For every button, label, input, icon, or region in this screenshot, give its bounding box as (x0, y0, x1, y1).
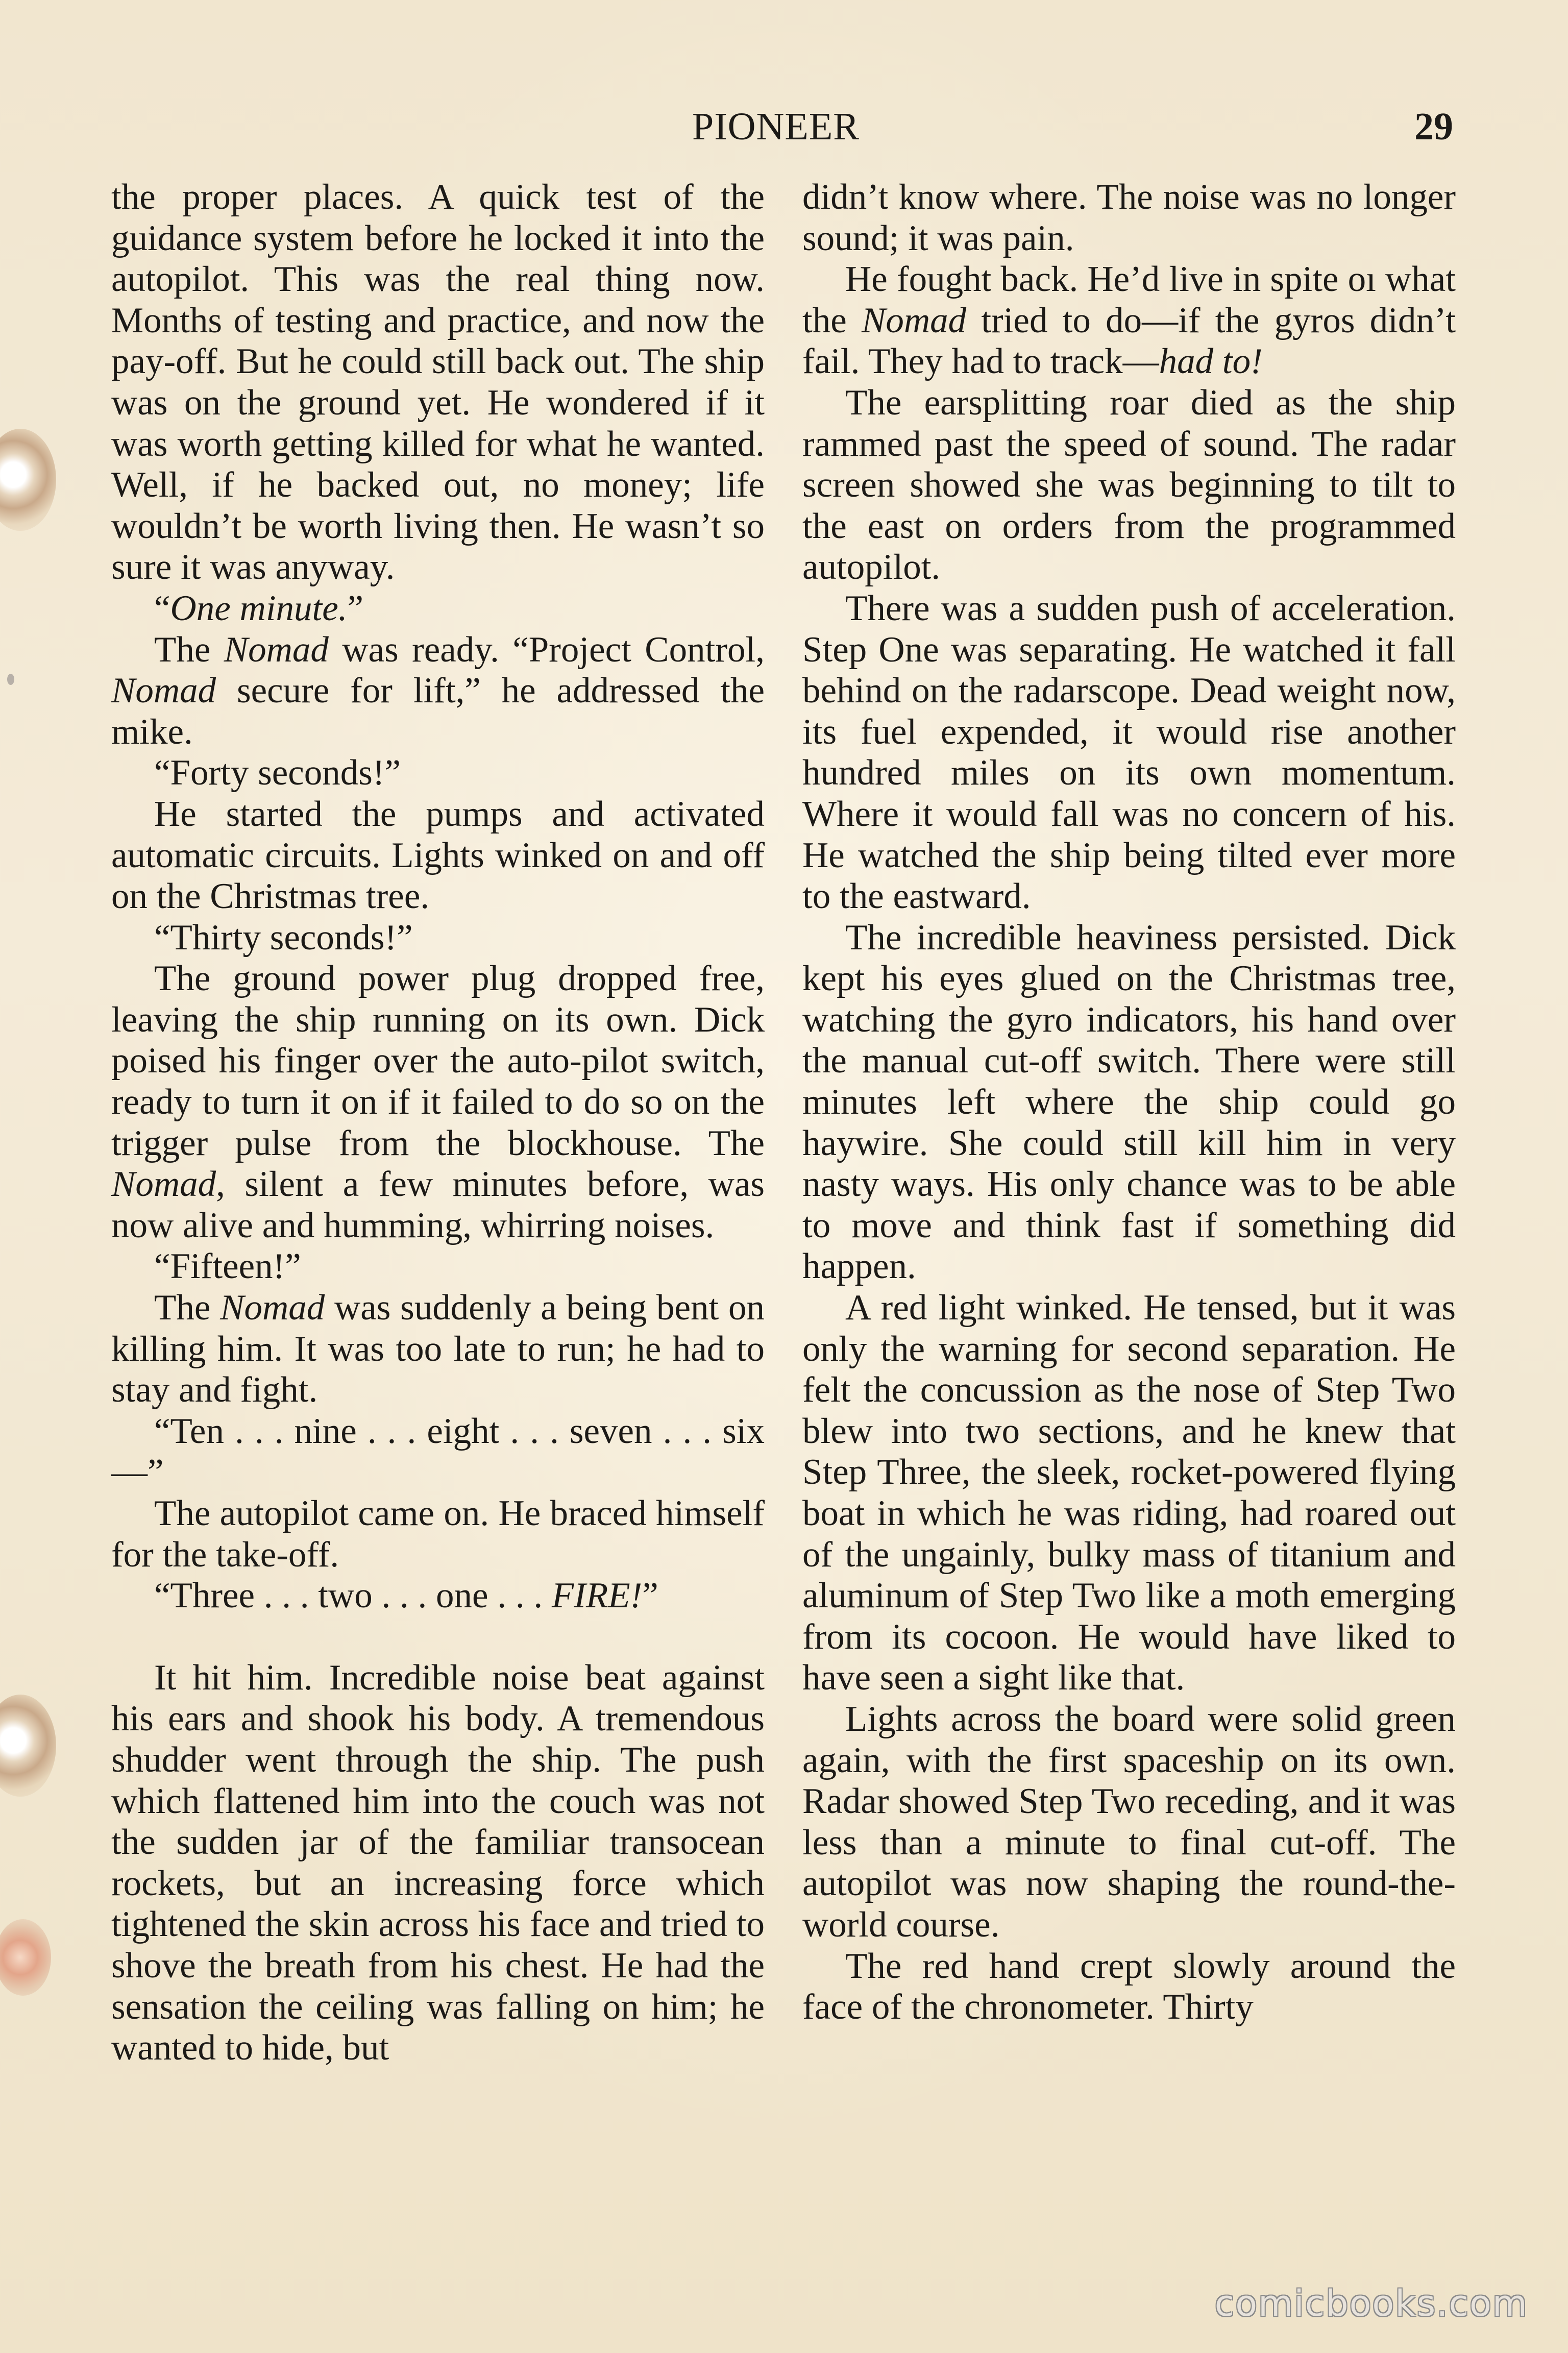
paragraph: “Thirty seconds!” (154, 917, 413, 958)
site-watermark: comicbooks.com (1214, 2283, 1528, 2324)
page-damage-spot (0, 1695, 56, 1797)
right-text-column (802, 177, 1456, 2028)
paragraph: The red hand crept slowly around the face of the chronometer. Thirty (802, 1946, 1456, 2027)
paragraph: didn’t know where. The noise was no longer sound; it was pain. (802, 177, 1456, 258)
paragraph: “Forty seconds!” (154, 753, 401, 793)
paragraph: A red light winked. He tensed, but it was only the warning for second separation. He felt the concussion as the nose of Step Two blew into two sections, and he knew that Step Three, the sleek, rocket-powered flying boat in which he was riding, had roared out of the ungainly, bulky mass of titanium and aluminum of Step Two like a moth emerging from its cocoon. He would have liked to have seen a sight like that. (802, 1288, 1456, 1698)
paragraph: There was a sudden push of acceleration. Step One was separating. He watched it fall behind on the radarscope. Dead weight now, its fuel expended, it would rise another hundred miles on its own momentum. Where it would fall was no concern of his. He watched the ship being tilted ever more to the eastward. (802, 588, 1456, 917)
paragraph: “Three . . . two . . . one . . . FIRE!” (154, 1576, 658, 1616)
paragraph: The earsplitting roar died as the ship rammed past the speed of sound. The radar screen showed she was beginning to tilt to the east on orders from the programmed autopilot. (802, 382, 1456, 587)
paragraph: the proper places. A quick test of the guidance system before he locked it into the autopilot. This was the real thing now. Months of testing and practice, and now the pay-off. But he could still back out. The ship was on the ground yet. He wondered if it was worth getting killed for what he wanted. Well, if he backed out, no money; life wouldn’t be worth living then. He wasn’t so sure it was anyway. (111, 177, 765, 587)
paragraph: “Ten . . . nine . . . eight . . . seven . . . six—” (111, 1411, 765, 1492)
paragraph: Lights across the board were solid green again, with the first spaceship on its own. Radar showed Step Two receding, and it was less than a minute to final cut-off. The autopilot was now shaping the round-the-world course. (802, 1699, 1456, 1945)
paragraph: The Nomad was ready. “Project Control, Nomad secure for lift,” he addressed the mike. (111, 629, 765, 752)
left-text-column (111, 177, 765, 2069)
page-damage-spot (0, 429, 56, 531)
paragraph: The Nomad was suddenly a being bent on killing him. It was too late to run; he had to stay and fight. (111, 1288, 765, 1410)
paragraph: The ground power plug dropped free, leaving the ship running on its own. Dick poised his finger over the auto-pilot switch, ready to turn it on if it failed to do so on the trigger pulse from the blockhouse. The Nomad, silent a few minutes before, was now alive and humming, whirring noises. (111, 959, 765, 1245)
page-number: 29 (1414, 105, 1453, 148)
paragraph: He started the pumps and activated automatic circuits. Lights winked on and off on the Christmas tree. (111, 794, 765, 917)
page-speck (7, 674, 14, 685)
paragraph: “One minute.” (154, 588, 364, 628)
paragraph: “Fifteen!” (154, 1246, 301, 1287)
paragraph: The autopilot came on. He braced himself for the take-off. (111, 1493, 765, 1575)
paragraph: It hit him. Incredible noise beat against his ears and shook his body. A tremendous shudder went through the ship. The push which flattened him into the couch was not the sudden jar of the familiar transocean rockets, but an increasing force which tightened the skin across his face and tried to shove the breath from his chest. He had the sensation the ceiling was falling on him; he wanted to hide, but (111, 1657, 765, 2068)
page-damage-spot (0, 1919, 51, 1996)
paragraph: He fought back. He’d live in spite oı what the Nomad tried to do—if the gyros didn’t fail. They had to track—had to! (802, 259, 1456, 382)
paragraph: The incredible heaviness persisted. Dick kept his eyes glued on the Christmas tree, watching the gyro indicators, his hand over the manual cut-off switch. There were still minutes left where the ship could go haywire. She could still kill him in very nasty ways. His only chance was to be able to move and think fast if something did happen. (802, 917, 1456, 1287)
running-header-title: PIONEER (692, 105, 860, 148)
